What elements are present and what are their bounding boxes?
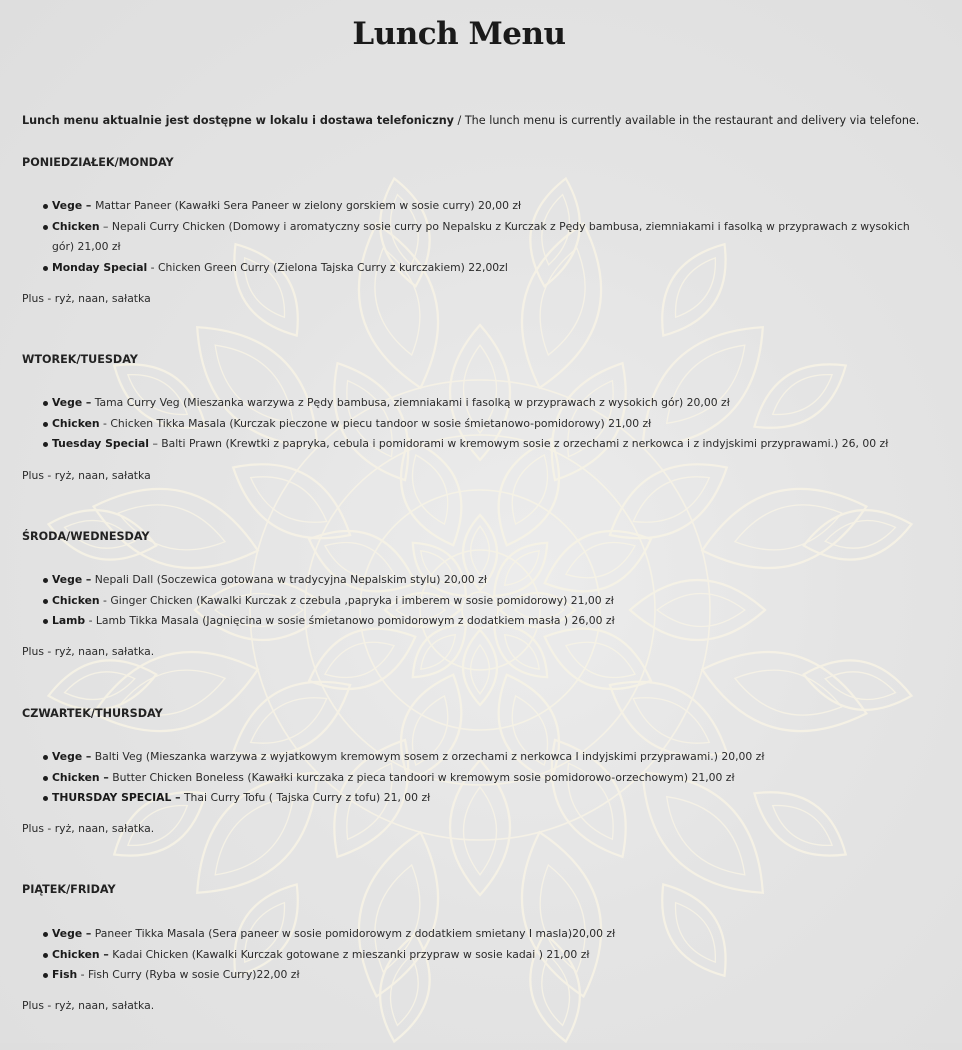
menu-item-text: Balti Veg (Mieszanka warzywa z wyjatkowym kremowym sosem z orzechami z nerkowca I indyjskimi przyprawami.) 20,00 zł [91, 750, 765, 763]
intro-text [22, 114, 942, 127]
menu-item [22, 434, 912, 455]
day-heading-monday: PONIEDZIAŁEK/MONDAY [22, 156, 174, 169]
menu-item-text: Kadai Chicken (Kawalki Kurczak gotowane z mieszanki przypraw w sosie kadai ) 21,00 zł [108, 947, 590, 961]
sides-note-tuesday: Plus - ryż, naan, sałatka [22, 469, 151, 482]
menu-item-text: - Fish Curry (Ryba w sosie Curry)22,00 zł [77, 968, 300, 981]
menu-item [22, 414, 912, 435]
menu-item-label: Chicken [52, 593, 100, 607]
sides-note-wednesday: Plus - ryż, naan, sałatka. [22, 645, 155, 658]
menu-list-tuesday [22, 393, 912, 455]
menu-list-monday [22, 196, 912, 278]
menu-item [22, 217, 912, 258]
menu-item-text: Thai Curry Tofu ( Tajska Curry z tofu) 21, 00 zł [180, 791, 431, 804]
day-heading-thursday: CZWARTEK/THURSDAY [22, 707, 163, 720]
intro-rest: / The lunch menu is currently available in the restaurant and delivery via telefone. [453, 114, 920, 127]
menu-item-text: Tama Curry Veg (Mieszanka warzywa z Pędy bambusa, ziemniakami i fasolką w przyprawach z wysokich gór) 20,00 zł [91, 396, 730, 409]
menu-item-label: Fish [52, 968, 78, 981]
menu-item [22, 924, 912, 945]
menu-item-label: THURSDAY SPECIAL – [52, 791, 181, 804]
intro-bold: Lunch menu aktualnie jest dostępne w lokalu i dostawa telefoniczny [22, 114, 454, 127]
day-heading-tuesday: WTOREK/TUESDAY [22, 353, 138, 366]
menu-item-text: - Lamb Tikka Masala (Jagnięcina w sosie śmietanowo pomidorowym z dodatkiem masła ) 26,00 zł [85, 614, 615, 627]
menu-item-label: Vege – [52, 396, 92, 409]
menu-item-text: - Chicken Tikka Masala (Kurczak pieczone w piecu tandoor w sosie śmietanowo-pomidorowy) 21,00 zł [99, 416, 652, 430]
menu-item-text: - Ginger Chicken (Kawalki Kurczak z czebula ,papryka i imberem w sosie pomidorowy) 21,00 zł [99, 593, 614, 607]
menu-item [22, 258, 912, 279]
menu-item-text: Butter Chicken Boneless (Kawałki kurczaka z pieca tandoori w kremowym sosie pomidorowo-orzechowym) 21,00 zł [108, 770, 735, 784]
menu-item-text: Paneer Tikka Masala (Sera paneer w sosie pomidorowym z dodatkiem smietany I masla)20,00 zł [91, 927, 616, 940]
menu-item-label: Vege – [52, 573, 92, 586]
menu-item [22, 196, 912, 217]
menu-item-text: Mattar Paneer (Kawałki Sera Paneer w zielony gorskiem w sosie curry) 20,00 zł [95, 199, 522, 212]
menu-list-thursday [22, 747, 912, 809]
menu-item-label: Chicken – [52, 770, 109, 784]
menu-item-label: Lamb [52, 614, 86, 627]
menu-item-label: Chicken [52, 219, 100, 233]
menu-item-text: Nepali Dall (Soczewica gotowana w tradycyjna Nepalskim stylu) 20,00 zł [91, 573, 487, 586]
menu-item-text: – Nepali Curry Chicken (Domowy i aromatyczny sosie curry po Nepalsku z Kurczak z Pędy bambusa, ziemniakami i fasolką w przyprawach z wysokich gór) 21,00 zł [52, 219, 910, 253]
sides-note-friday: Plus - ryż, naan, sałatka. [22, 999, 155, 1012]
menu-item [22, 768, 912, 789]
menu-item [22, 570, 912, 591]
menu-item [22, 591, 912, 612]
menu-item [22, 788, 912, 809]
menu-item-text: – Balti Prawn (Krewtki z papryka, cebula i pomidorami w kremowym sosie z orzechami z nerkowca i z indyjskimi przyprawami.) 26, 00 zł [149, 437, 889, 450]
menu-item-label: Monday Special [52, 260, 148, 274]
menu-item-text: - Chicken Green Curry (Zielona Tajska Curry z kurczakiem) 22,00zl [147, 260, 508, 274]
sides-note-monday: Plus - ryż, naan, sałatka [22, 292, 151, 305]
menu-list-friday [22, 924, 912, 986]
menu-item [22, 393, 912, 414]
menu-item [22, 747, 912, 768]
sides-note-thursday: Plus - ryż, naan, sałatka. [22, 822, 155, 835]
day-heading-friday: PIĄTEK/FRIDAY [22, 883, 116, 896]
menu-item [22, 965, 912, 986]
menu-item [22, 945, 912, 966]
menu-item-label: Vege – [52, 927, 92, 940]
menu-item-label: Chicken [52, 416, 100, 430]
menu-item-label: Chicken – [52, 947, 109, 961]
menu-item-label: Tuesday Special [52, 437, 150, 450]
day-heading-wednesday: ŚRODA/WEDNESDAY [22, 530, 150, 543]
menu-item [22, 611, 912, 632]
menu-item-label: Vege – [52, 199, 96, 212]
menu-item-label: Vege – [52, 750, 92, 763]
menu-list-wednesday [22, 570, 912, 632]
page-title: Lunch Menu [352, 16, 566, 52]
